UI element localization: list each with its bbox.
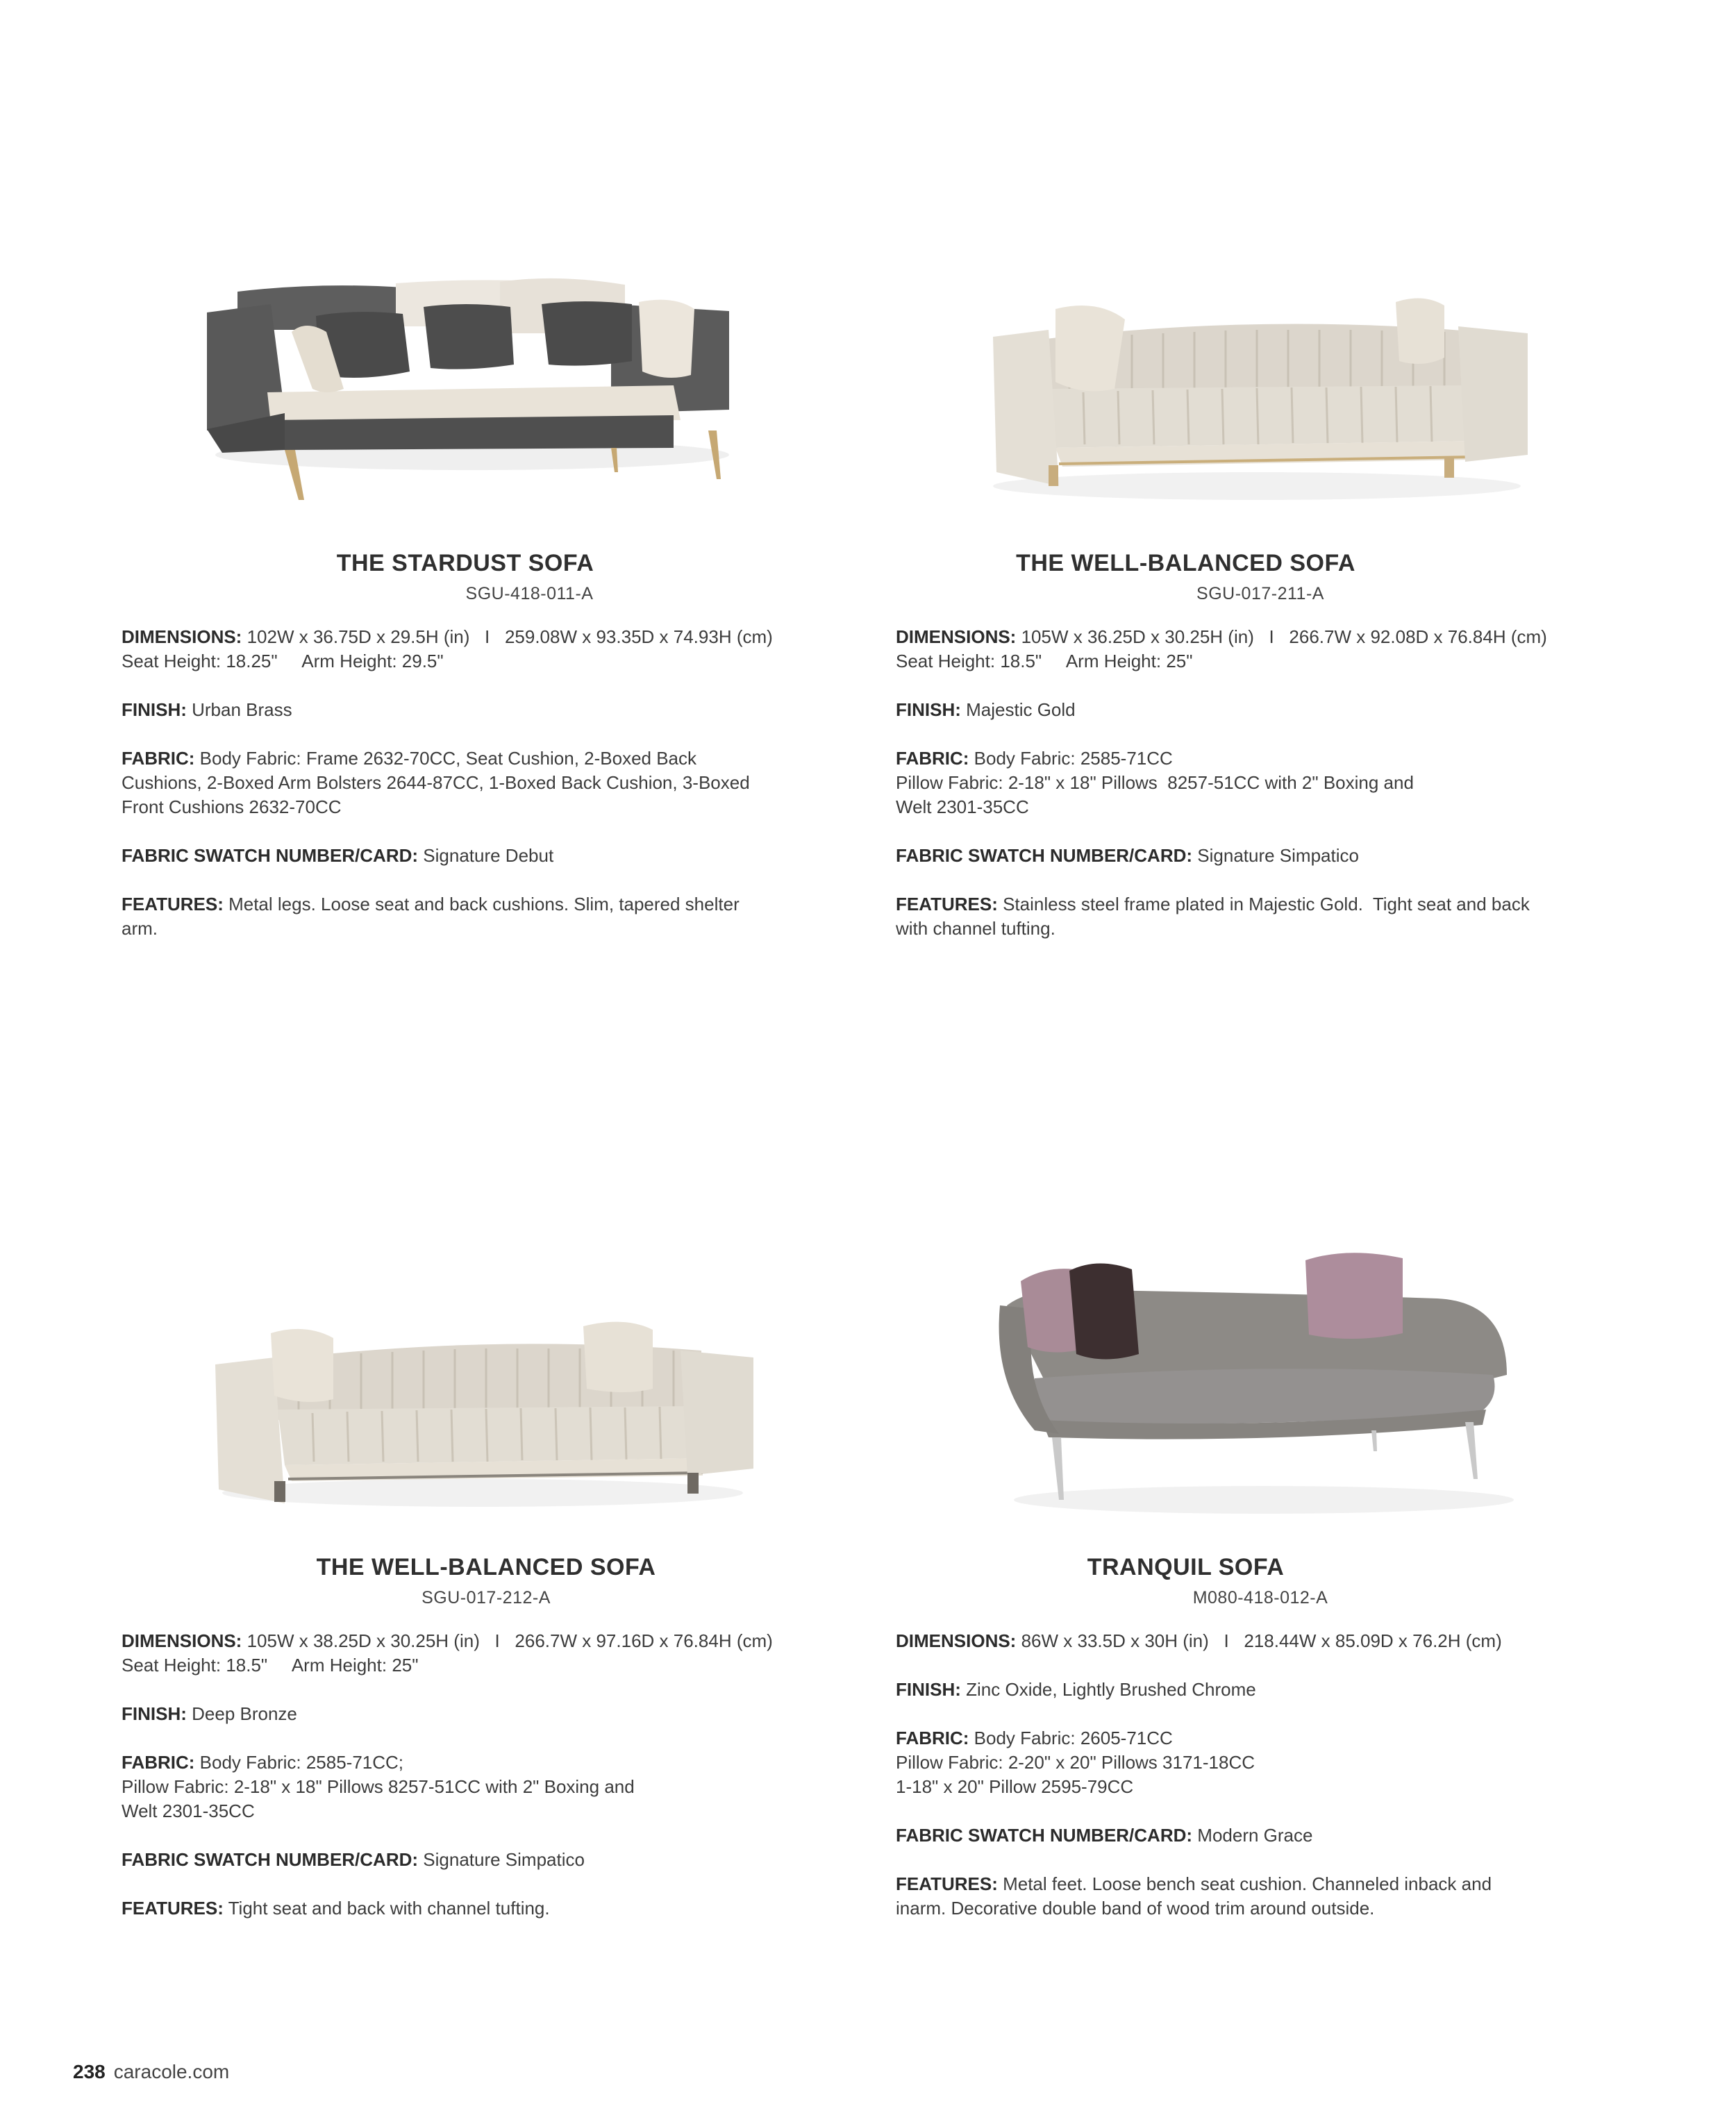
fabric-label: FABRIC: bbox=[896, 1728, 969, 1748]
features-line: Stainless steel frame plated in Majestic Gold. Tight seat and back bbox=[1003, 894, 1530, 914]
product-specs bbox=[896, 1629, 1625, 1921]
swatch-spec bbox=[122, 1848, 851, 1872]
product-tranquil-sofa bbox=[896, 1554, 1625, 1945]
fabric-label: FABRIC: bbox=[122, 748, 195, 769]
dimensions-label: DIMENSIONS: bbox=[896, 1630, 1017, 1651]
fabric-line: Body Fabric: 2585-71CC; bbox=[199, 1752, 404, 1773]
finish-label: FINISH: bbox=[896, 699, 961, 720]
swatch-value: Signature Debut bbox=[423, 845, 554, 866]
dimensions-label: DIMENSIONS: bbox=[122, 1630, 242, 1651]
finish-value: Zinc Oxide, Lightly Brushed Chrome bbox=[966, 1679, 1256, 1700]
heights-value: Seat Height: 18.5" Arm Height: 25" bbox=[896, 651, 1193, 671]
fabric-spec bbox=[122, 1751, 851, 1823]
fabric-line: Welt 2301-35CC bbox=[122, 1801, 255, 1821]
product-title: THE WELL-BALANCED SOFA bbox=[316, 1554, 656, 1580]
finish-label: FINISH: bbox=[122, 1703, 187, 1724]
fabric-line: Body Fabric: 2585-71CC bbox=[974, 748, 1173, 769]
product-sku: M080-418-012-A bbox=[1192, 1588, 1328, 1607]
features-label: FEATURES: bbox=[896, 1873, 998, 1894]
features-line: arm. bbox=[122, 918, 158, 939]
site-url: caracole.com bbox=[113, 2061, 230, 2082]
dimensions-label: DIMENSIONS: bbox=[896, 626, 1017, 647]
product-specs bbox=[122, 625, 823, 941]
features-line: Tight seat and back with channel tufting. bbox=[228, 1898, 550, 1919]
finish-spec bbox=[122, 698, 823, 722]
fabric-label: FABRIC: bbox=[896, 748, 969, 769]
fabric-line: Body Fabric: Frame 2632-70CC, Seat Cushion, 2-Boxed Back bbox=[199, 748, 697, 769]
fabric-line: 1-18" x 20" Pillow 2595-79CC bbox=[896, 1776, 1134, 1797]
product-sku: SGU-418-011-A bbox=[465, 584, 594, 603]
dimensions-spec bbox=[896, 1629, 1625, 1653]
dimensions-value: 102W x 36.75D x 29.5H (in) I 259.08W x 93.35D x 74.93H (cm) bbox=[247, 626, 773, 647]
fabric-spec bbox=[896, 746, 1625, 819]
finish-label: FINISH: bbox=[896, 1679, 961, 1700]
product-sku: SGU-017-212-A bbox=[422, 1588, 551, 1607]
dimensions-spec bbox=[122, 625, 823, 674]
dimensions-label: DIMENSIONS: bbox=[122, 626, 242, 647]
features-spec bbox=[896, 892, 1625, 941]
dimensions-value: 105W x 38.25D x 30.25H (in) I 266.7W x 97.16D x 76.84H (cm) bbox=[247, 1630, 773, 1651]
finish-spec bbox=[896, 1678, 1625, 1702]
fabric-line: Body Fabric: 2605-71CC bbox=[974, 1728, 1173, 1748]
features-label: FEATURES: bbox=[896, 894, 998, 914]
swatch-label: FABRIC SWATCH NUMBER/CARD: bbox=[896, 845, 1193, 866]
finish-value: Urban Brass bbox=[192, 699, 292, 720]
page-number: 238 bbox=[73, 2061, 106, 2082]
finish-value: Majestic Gold bbox=[966, 699, 1076, 720]
product-specs bbox=[896, 625, 1625, 941]
fabric-line: Cushions, 2-Boxed Arm Bolsters 2644-87CC, 1-Boxed Back Cushion, 3-Boxed bbox=[122, 772, 750, 793]
fabric-line: Pillow Fabric: 2-20" x 20" Pillows 3171-18CC bbox=[896, 1752, 1255, 1773]
swatch-value: Modern Grace bbox=[1197, 1825, 1313, 1846]
features-label: FEATURES: bbox=[122, 894, 224, 914]
product-title: THE STARDUST SOFA bbox=[336, 550, 594, 576]
swatch-label: FABRIC SWATCH NUMBER/CARD: bbox=[122, 1849, 419, 1870]
fabric-line: Welt 2301-35CC bbox=[896, 796, 1029, 817]
dimensions-spec bbox=[122, 1629, 851, 1678]
product-well-balanced-sofa-bronze bbox=[122, 1554, 851, 1945]
fabric-spec bbox=[896, 1726, 1625, 1799]
features-label: FEATURES: bbox=[122, 1898, 224, 1919]
product-title: TRANQUIL SOFA bbox=[1087, 1554, 1285, 1580]
dimensions-spec bbox=[896, 625, 1625, 674]
swatch-spec bbox=[122, 844, 823, 868]
page-footer bbox=[73, 2061, 229, 2083]
finish-label: FINISH: bbox=[122, 699, 187, 720]
swatch-value: Signature Simpatico bbox=[1197, 845, 1359, 866]
fabric-label: FABRIC: bbox=[122, 1752, 195, 1773]
well-balanced-sofa-bronze-image bbox=[208, 1295, 757, 1517]
product-specs bbox=[122, 1629, 851, 1921]
well-balanced-sofa-image bbox=[979, 278, 1535, 514]
features-line: Metal feet. Loose bench seat cushion. Channeled inback and bbox=[1003, 1873, 1492, 1894]
fabric-line: Pillow Fabric: 2-18" x 18" Pillows 8257-51CC with 2" Boxing and bbox=[896, 772, 1414, 793]
features-spec bbox=[122, 892, 823, 941]
finish-spec bbox=[896, 698, 1625, 722]
swatch-value: Signature Simpatico bbox=[423, 1849, 585, 1870]
fabric-line: Front Cushions 2632-70CC bbox=[122, 796, 342, 817]
finish-value: Deep Bronze bbox=[192, 1703, 297, 1724]
product-well-balanced-sofa bbox=[896, 550, 1625, 965]
product-sku: SGU-017-211-A bbox=[1196, 584, 1324, 603]
fabric-spec bbox=[122, 746, 823, 819]
finish-spec bbox=[122, 1702, 851, 1726]
stardust-sofa-image bbox=[194, 271, 750, 507]
dimensions-value: 105W x 36.25D x 30.25H (in) I 266.7W x 92.08D x 76.84H (cm) bbox=[1021, 626, 1547, 647]
features-line: with channel tufting. bbox=[896, 918, 1055, 939]
dimensions-value: 86W x 33.5D x 30H (in) I 218.44W x 85.09D x 76.2H (cm) bbox=[1021, 1630, 1502, 1651]
product-stardust-sofa bbox=[122, 550, 823, 965]
swatch-label: FABRIC SWATCH NUMBER/CARD: bbox=[122, 845, 419, 866]
swatch-spec bbox=[896, 1823, 1625, 1848]
heights-value: Seat Height: 18.25" Arm Height: 29.5" bbox=[122, 651, 444, 671]
features-line: inarm. Decorative double band of wood trim around outside. bbox=[896, 1898, 1375, 1919]
fabric-line: Pillow Fabric: 2-18" x 18" Pillows 8257-51CC with 2" Boxing and bbox=[122, 1776, 635, 1797]
swatch-label: FABRIC SWATCH NUMBER/CARD: bbox=[896, 1825, 1193, 1846]
tranquil-sofa-image bbox=[993, 1243, 1535, 1521]
features-spec bbox=[122, 1896, 851, 1921]
swatch-spec bbox=[896, 844, 1625, 868]
product-title: THE WELL-BALANCED SOFA bbox=[1016, 550, 1355, 576]
features-line: Metal legs. Loose seat and back cushions. Slim, tapered shelter bbox=[228, 894, 740, 914]
features-spec bbox=[896, 1872, 1625, 1921]
heights-value: Seat Height: 18.5" Arm Height: 25" bbox=[122, 1655, 419, 1676]
